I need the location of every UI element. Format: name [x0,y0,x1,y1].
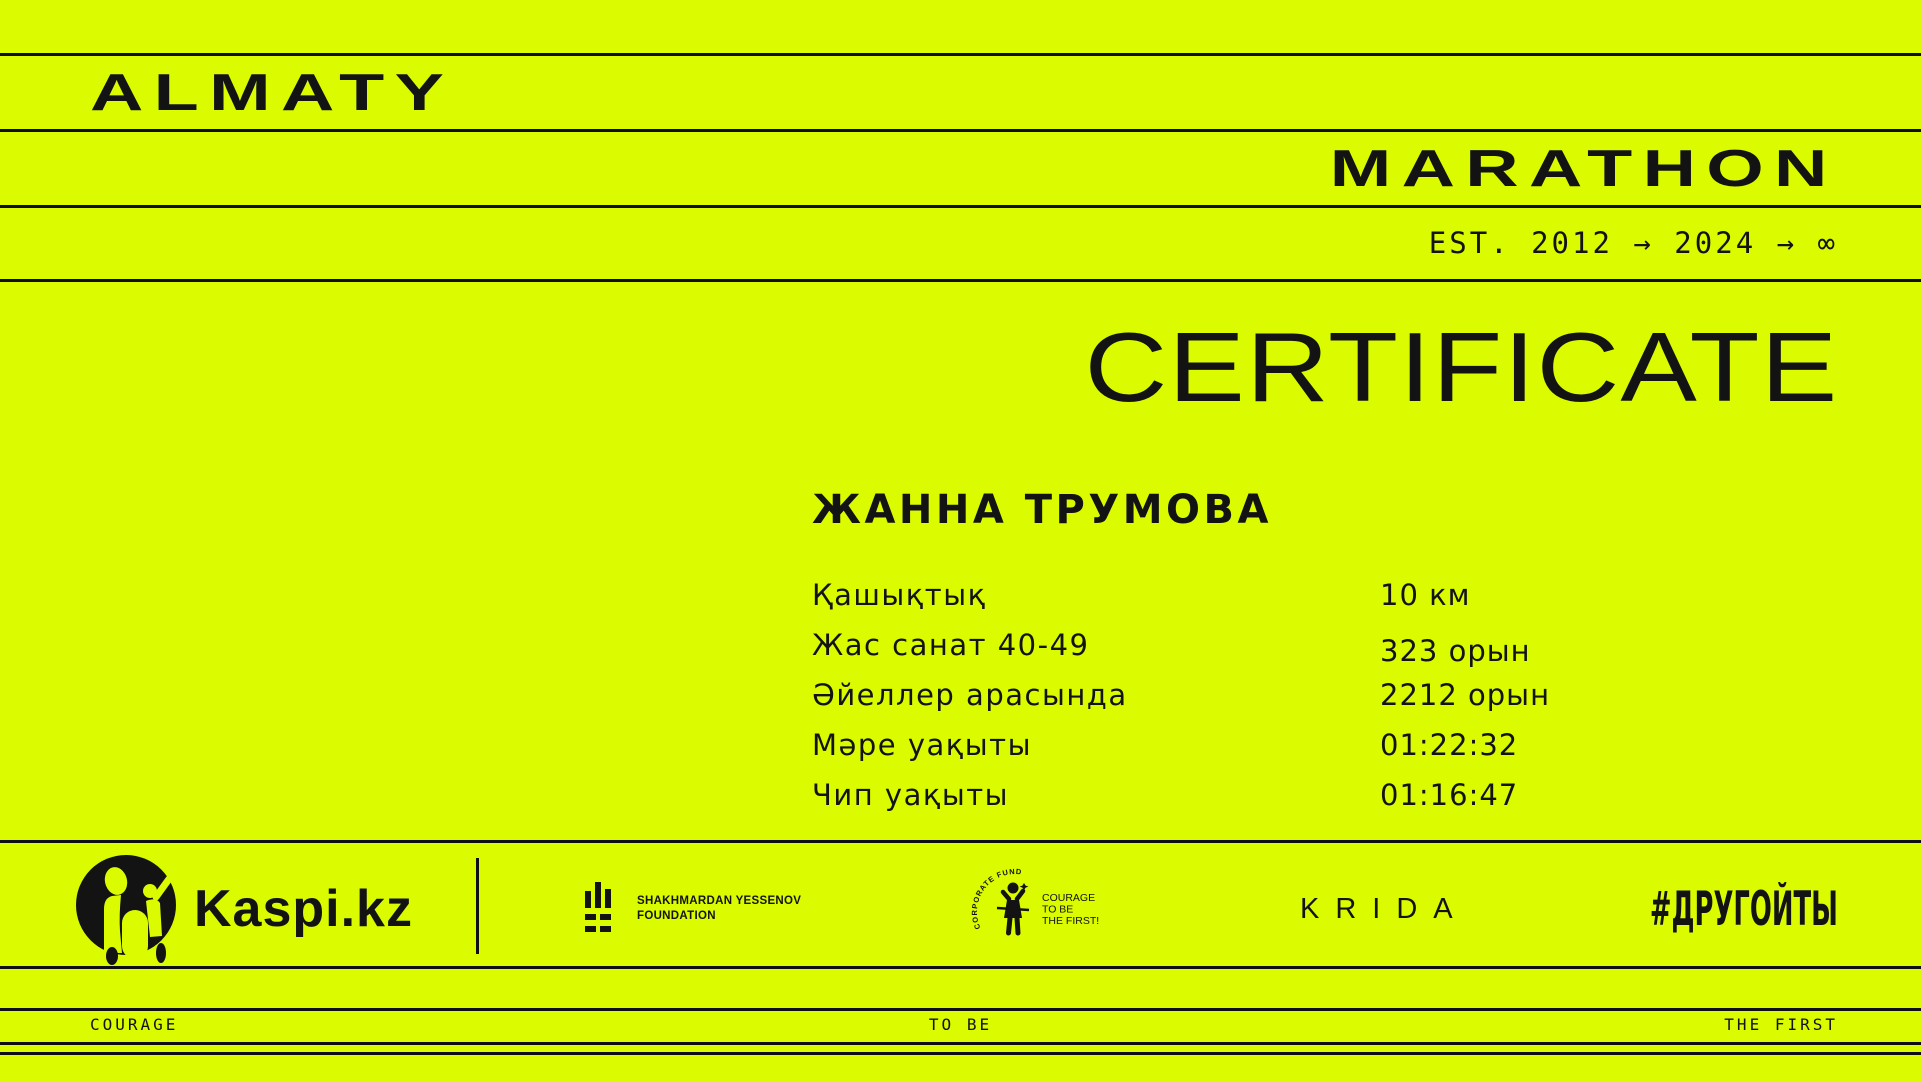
detail-label: Чип уақыты [812,778,1010,812]
detail-row [812,776,1842,814]
svg-text:COURAGE: COURAGE [1042,892,1096,904]
footer-courage: COURAGE [90,1015,179,1034]
svg-text:TO BE: TO BE [1042,903,1074,916]
fund-logo [960,855,1110,965]
certificate-title: CERTIFICATE [1084,312,1838,422]
kaspi-people-icon [74,853,180,965]
divider-line [0,966,1921,969]
yessenov-bars-icon [585,882,611,936]
footer-the-first: THE FIRST [1724,1015,1838,1034]
event-city-text: ALMATY [90,63,455,122]
footer-to-be: TO BE [928,1015,993,1034]
divider-line [0,279,1921,282]
svg-text:THE FIRST!: THE FIRST! [1042,915,1100,927]
detail-value: 01:16:47 [1380,778,1519,812]
detail-label: Әйеллер арасында [812,678,1128,712]
kaspi-logo [74,856,413,962]
fund-slogan [1042,892,1099,927]
detail-label: Жас санат 40-49 [812,628,1090,662]
krida-wordmark: KRIDA [1300,892,1469,925]
event-city [90,56,455,129]
detail-label: Мәре уақыты [812,728,1032,762]
detail-label: Қашықтық [812,578,987,612]
divider-line [0,1052,1921,1055]
fund-runner-icon [997,883,1029,934]
recipient-name: ЖАННА ТРУМОВА [812,487,1272,533]
kaspi-wordmark: Kaspi.kz [194,880,413,938]
detail-value: 10 км [1380,578,1471,612]
yessenov-wordmark: SHAKHMARDAN YESSENOV FOUNDATION [637,895,802,922]
event-name [1330,132,1838,205]
detail-row [812,726,1842,764]
yessenov-logo [585,856,801,962]
detail-row [812,676,1842,714]
hashtag-wordmark: #ДРУГОЙТЫ [1649,881,1838,937]
est-line: EST. 2012 → 2024 → ∞ [1428,226,1838,260]
detail-row [812,576,1842,614]
fund-arc-text: CORPORATE FUND [970,866,1023,931]
divider-line [0,840,1921,843]
detail-value: 01:22:32 [1380,728,1519,762]
divider-line [0,1042,1921,1045]
event-name-text: MARATHON [1330,139,1838,198]
detail-row [812,626,1842,668]
detail-value: 2212 орын [1380,678,1551,712]
sponsor-divider [476,858,479,954]
detail-value: 323 орын [1380,634,1531,668]
